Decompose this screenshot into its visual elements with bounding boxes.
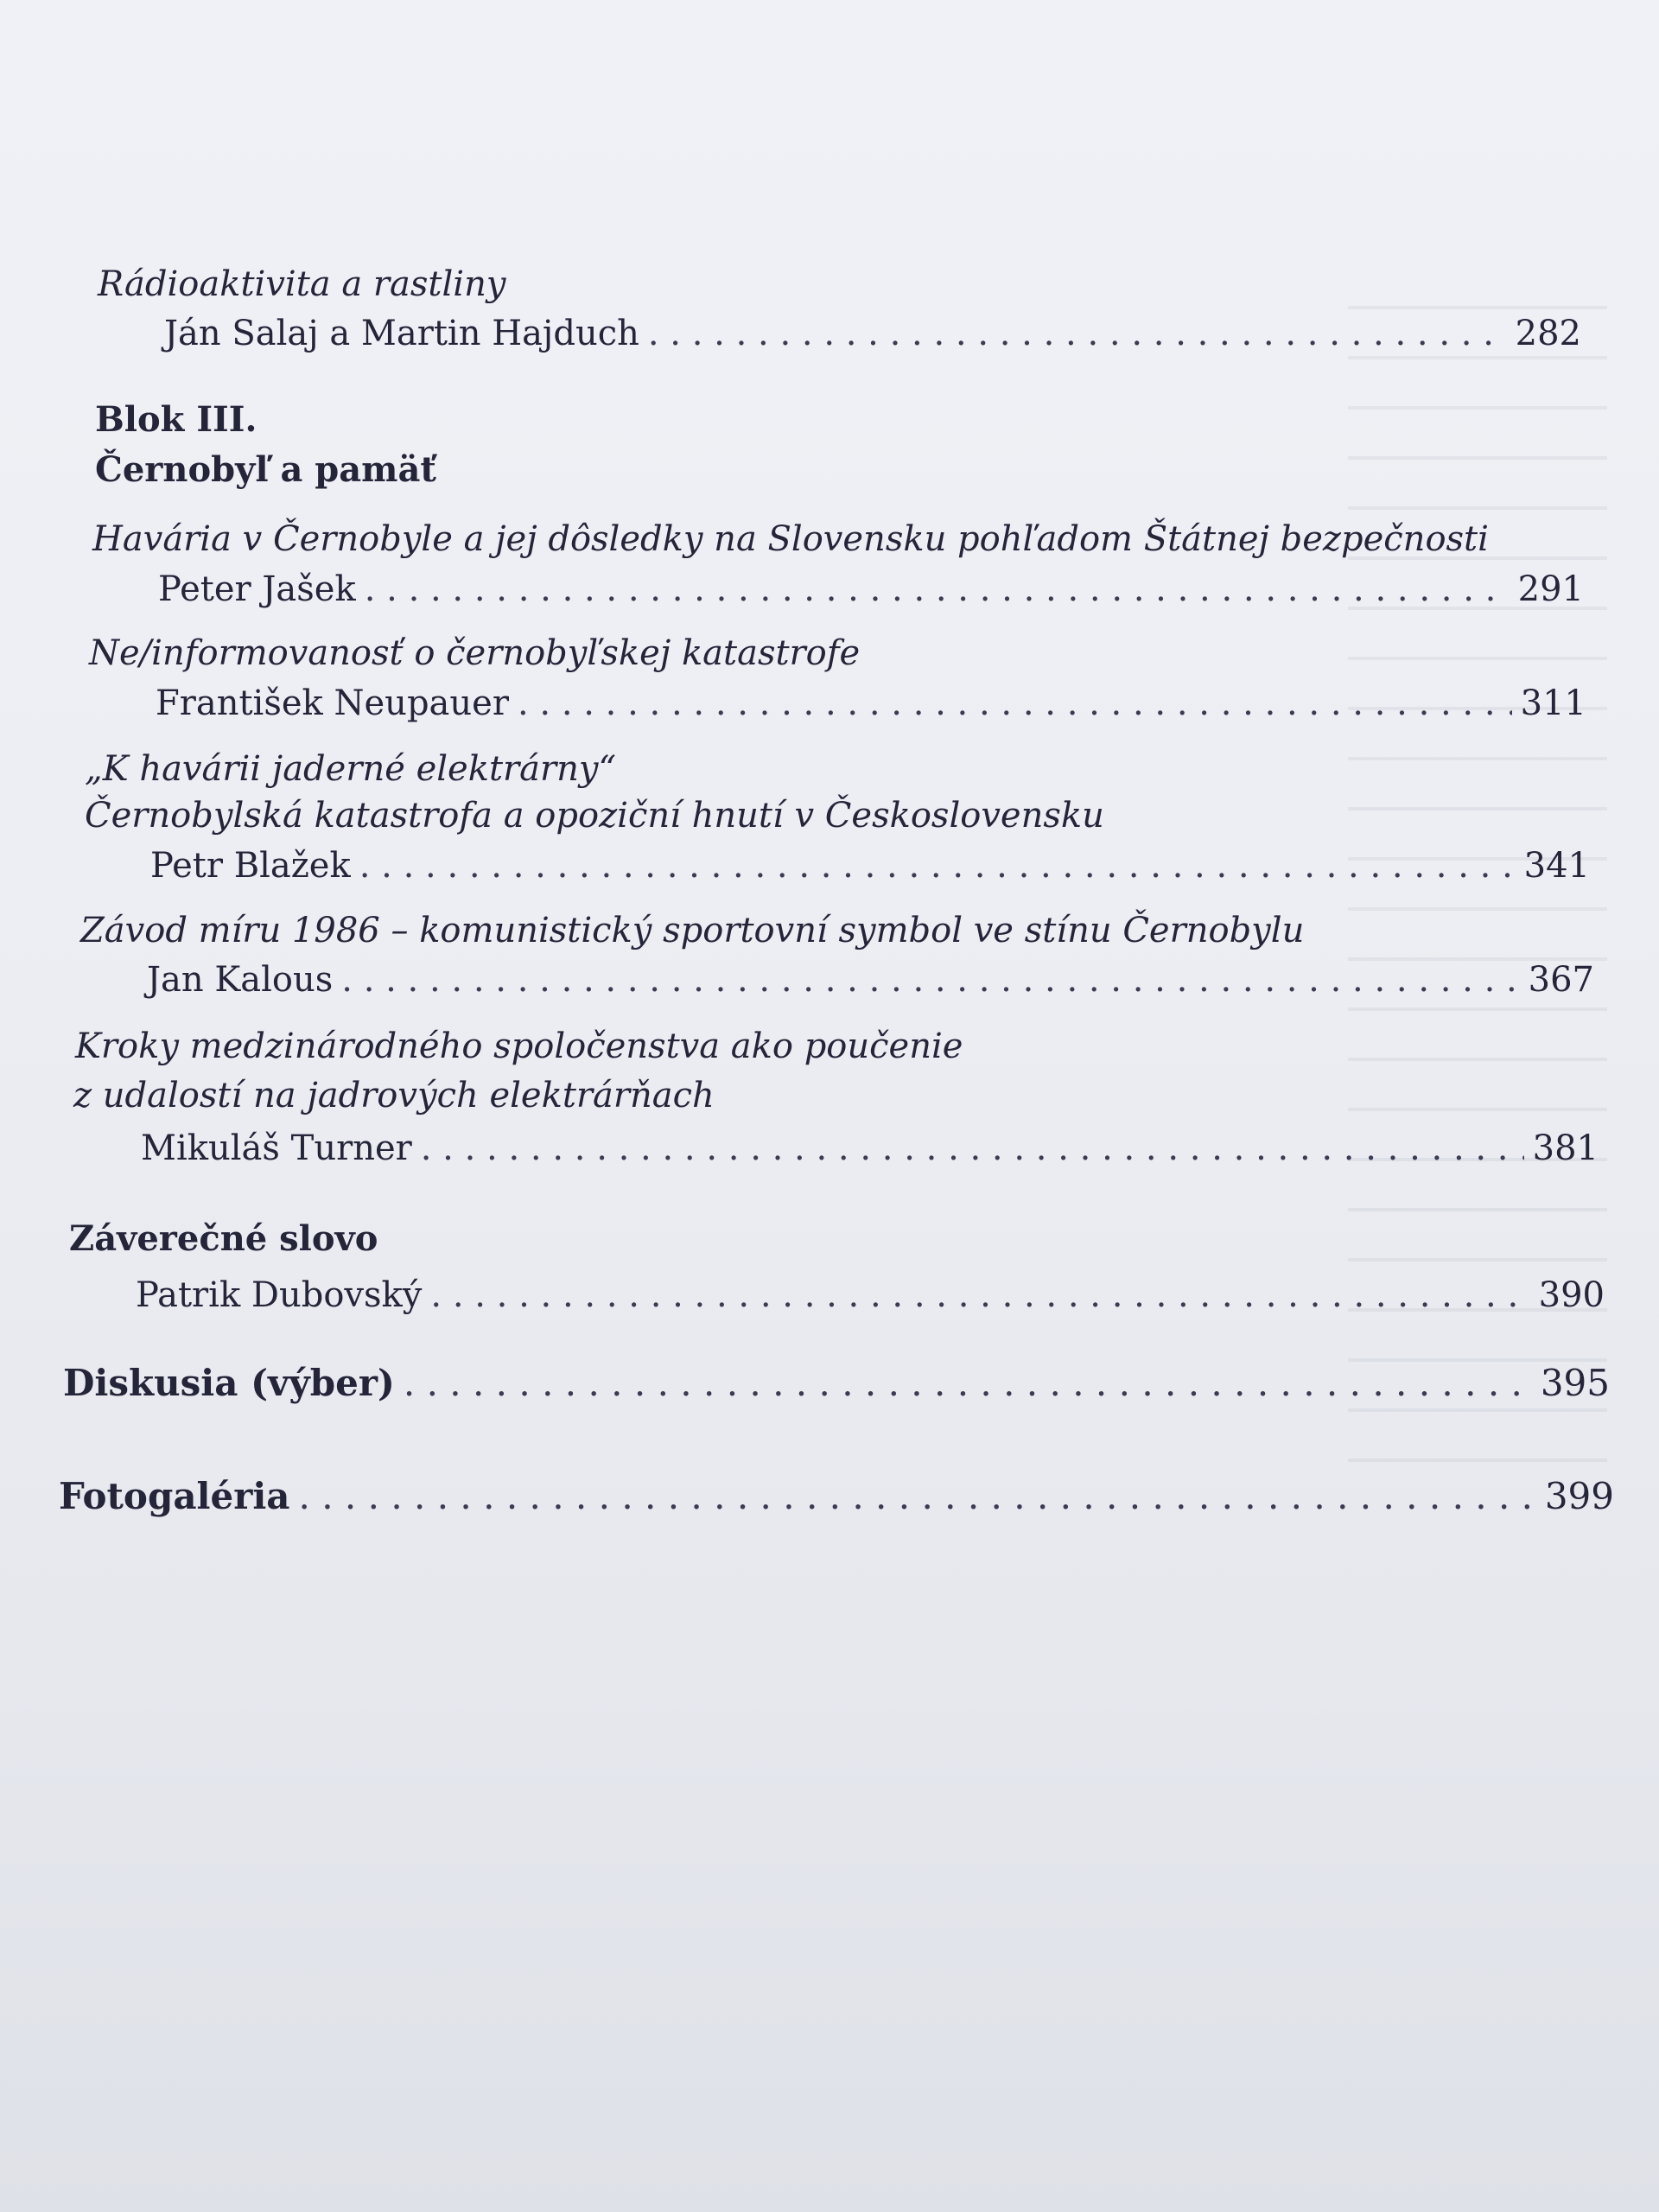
toc-page-number: 390: [1538, 1275, 1605, 1315]
toc-entry-row: [158, 569, 1584, 610]
toc-entry-author: Jan Kalous: [147, 960, 334, 1000]
toc-page-number: 395: [1540, 1362, 1610, 1404]
toc-page-number: 282: [1515, 314, 1581, 353]
section-heading-block: Blok III.: [95, 399, 257, 440]
leader-dots: [359, 845, 1516, 887]
toc-entry-author: Ján Salaj a Martin Hajduch: [164, 314, 639, 353]
leader-dots: [421, 1128, 1524, 1169]
toc-entry-row: [63, 1363, 1610, 1404]
toc-entry-title: Rádioaktivita a rastliny: [98, 264, 506, 304]
toc-entry-row: [141, 1128, 1599, 1169]
toc-entry-author: Patrik Dubovský: [136, 1275, 423, 1315]
leader-dots: [404, 1363, 1532, 1404]
toc-entry-row: [150, 845, 1590, 887]
toc-entry-author: Mikuláš Turner: [141, 1128, 412, 1168]
section-heading-title: Černobyľ a pamäť: [95, 449, 436, 490]
leader-dots: [341, 959, 1519, 1001]
toc-entry-row: [164, 313, 1581, 354]
toc-entry-author: Petr Blažek: [150, 846, 351, 886]
toc-entry-title: Havária v Černobyle a jej dôsledky na Slovensku pohľadom Štátnej bezpečnosti: [92, 519, 1489, 559]
toc-entry-author: František Neupauer: [156, 683, 509, 723]
toc-entry-title: Závod míru 1986 – komunistický sportovní symbol ve stínu Černobylu: [80, 911, 1305, 950]
toc-page-number: 399: [1544, 1475, 1614, 1517]
leader-dots: [430, 1274, 1529, 1316]
toc-page-number: 291: [1517, 569, 1584, 609]
toc-entry-row: [156, 683, 1586, 724]
toc-section-title: Záverečné slovo: [69, 1218, 378, 1259]
toc-entry-row: [147, 959, 1594, 1001]
toc-entry-title: Kroky medzinárodného spoločenstva ako poučenie: [75, 1027, 963, 1066]
toc-entry-title: z udalostí na jadrových elektrárňach: [73, 1076, 715, 1116]
toc-section-title: Diskusia (výber): [63, 1362, 395, 1404]
toc-entry-row: [136, 1274, 1605, 1316]
toc-entry-title: Ne/informovanosť o černobyľskej katastrofe: [89, 633, 861, 673]
leader-dots: [365, 569, 1510, 610]
toc-entry-title: Černobylská katastrofa a opoziční hnutí v Československu: [85, 796, 1104, 836]
leader-dots: [518, 683, 1512, 724]
toc-page-number: 341: [1523, 846, 1590, 886]
leader-dots: [299, 1476, 1536, 1517]
toc-section-title: Fotogaléria: [59, 1475, 290, 1517]
toc-page-number: 381: [1532, 1128, 1599, 1168]
toc-entry-title: „K havárii jaderné elektrárny“: [85, 749, 616, 789]
toc-entry-author: Peter Jašek: [158, 569, 356, 609]
toc-page-number: 367: [1528, 960, 1594, 1000]
leader-dots: [648, 313, 1507, 354]
toc-entry-row: [59, 1476, 1614, 1517]
toc-page-number: 311: [1520, 683, 1586, 723]
